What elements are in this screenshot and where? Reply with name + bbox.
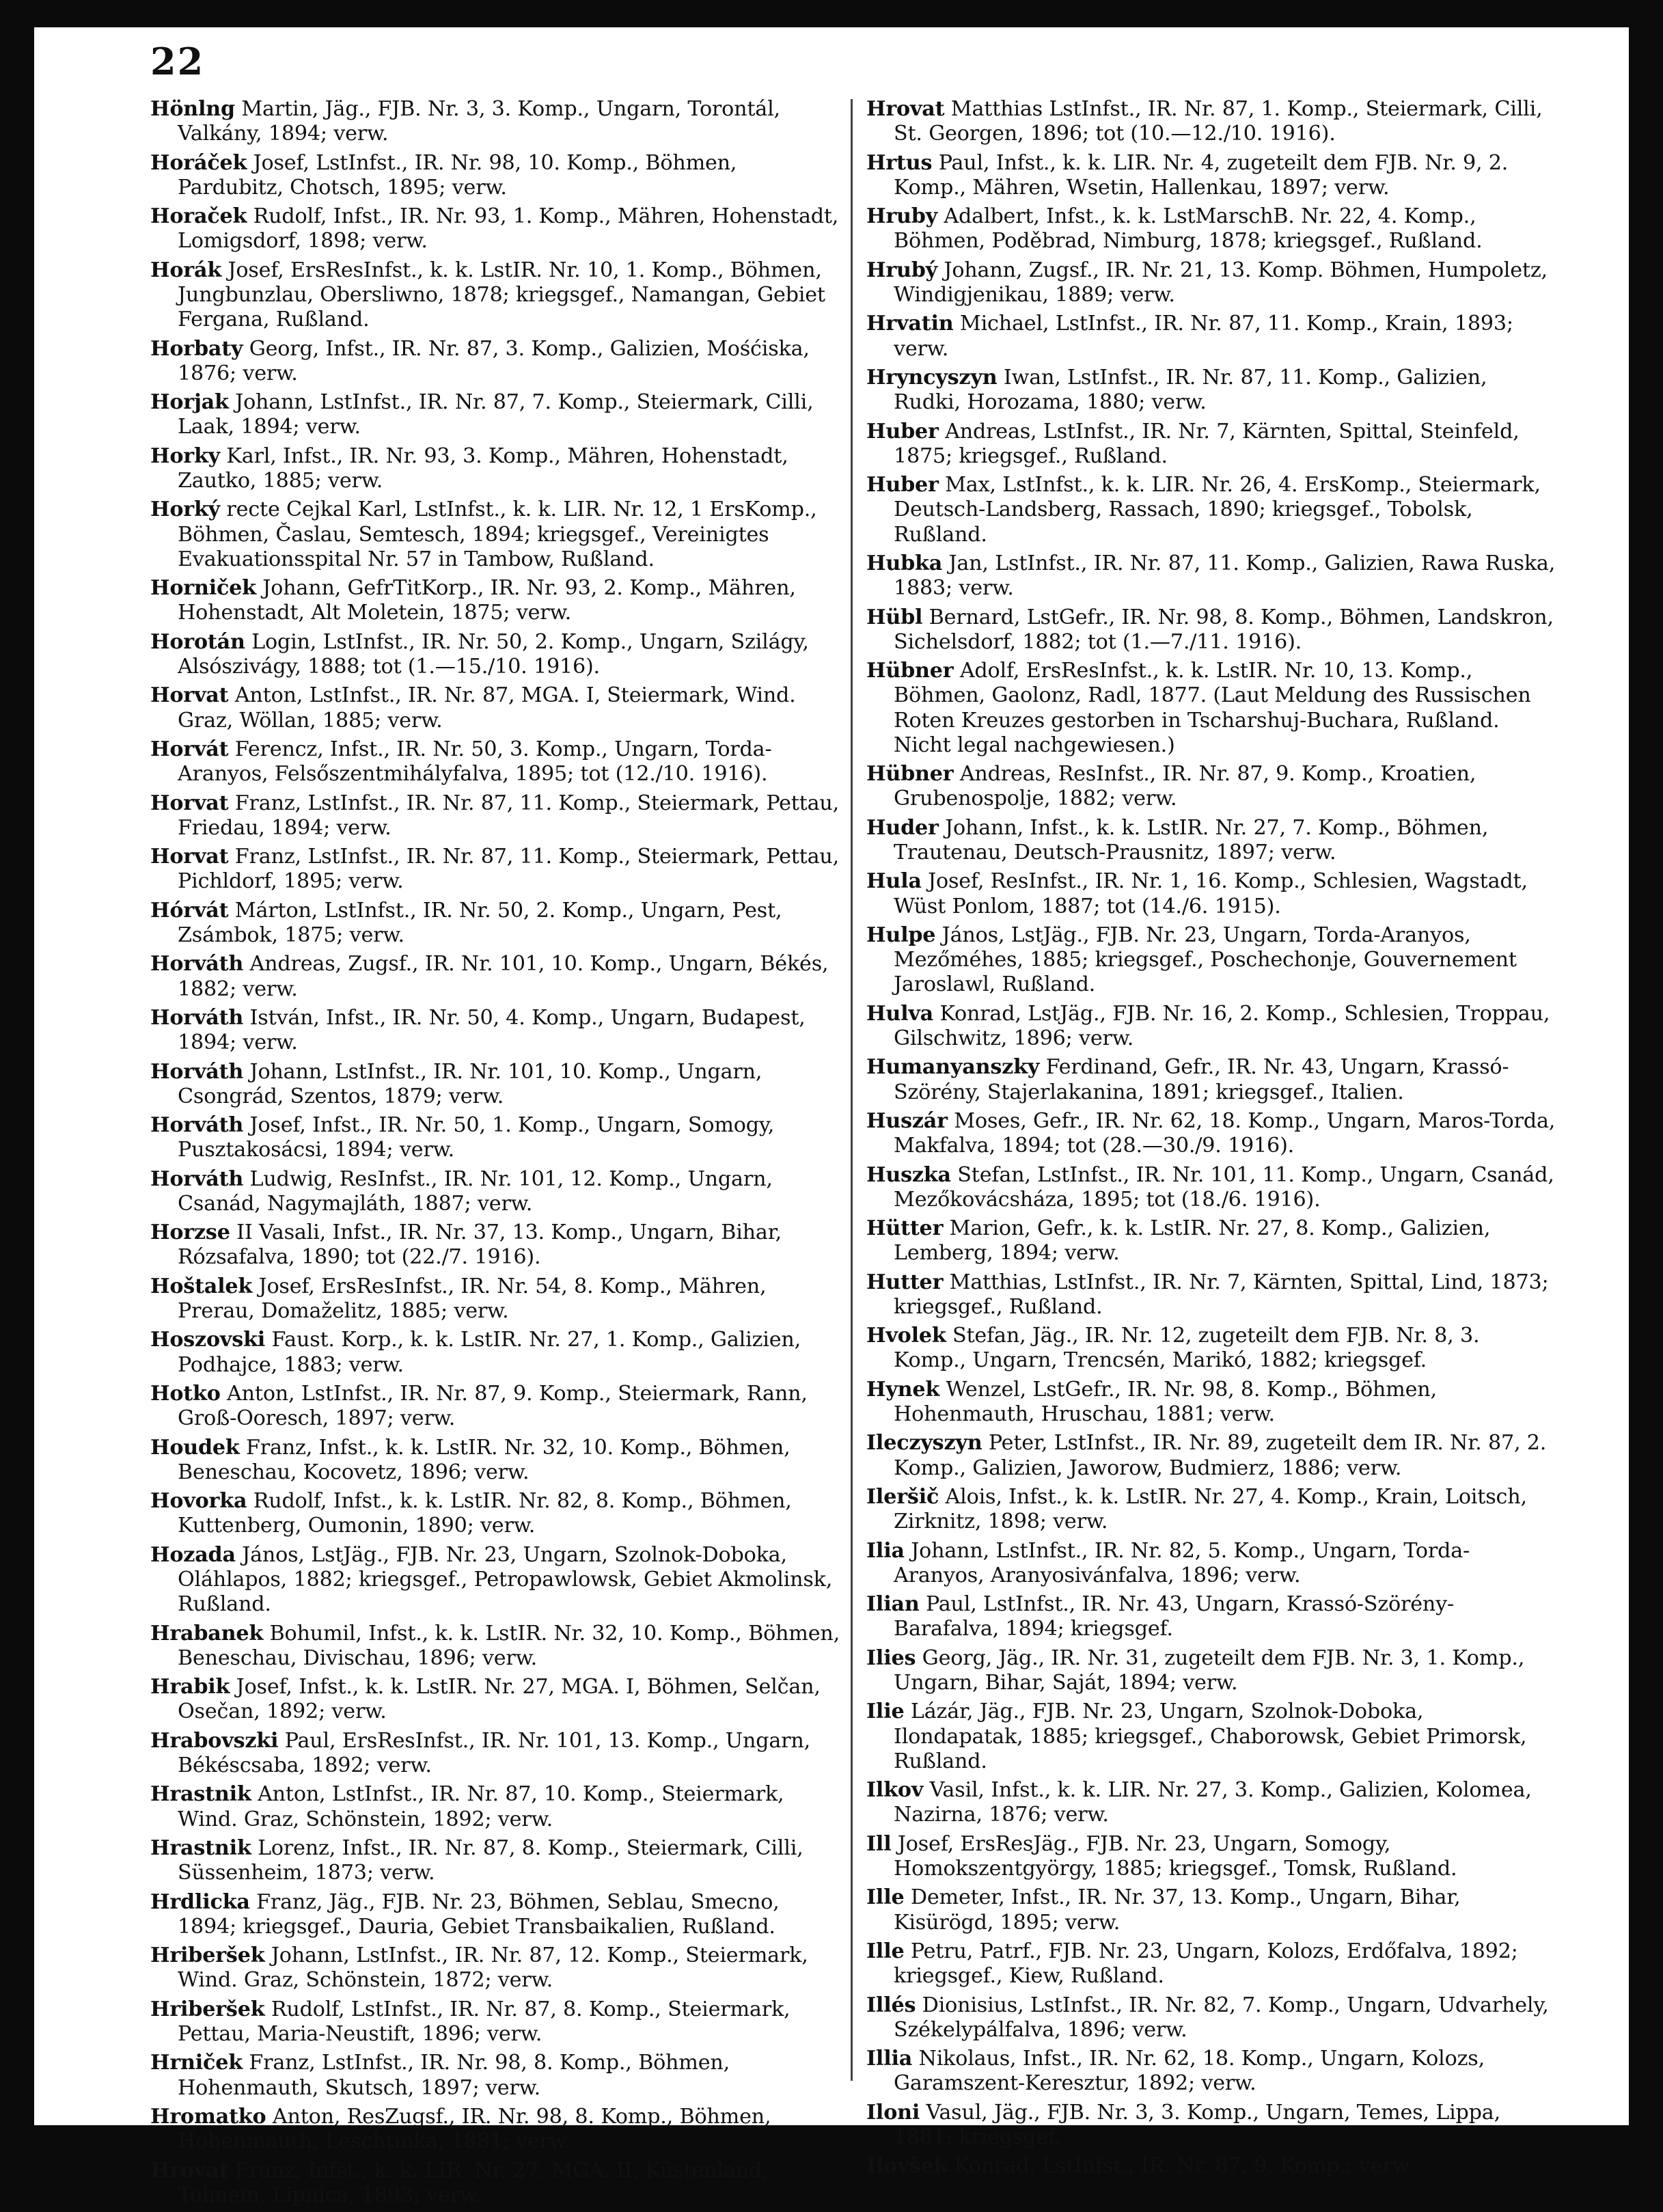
casualty-entry: [150, 1220, 840, 1270]
entry-surname: Hoštalek: [150, 1274, 253, 1298]
entry-surname: Hrdlicka: [150, 1889, 250, 1914]
entry-details: Adalbert, Infst., k. k. LstMarschB. Nr. 22, 4. Komp., Böhmen, Poděbrad, Nimburg, 1878; kriegsgef., Rußland.: [894, 204, 1483, 254]
casualty-entry: [866, 1431, 1556, 1480]
casualty-entry: [866, 1699, 1556, 1774]
entry-details: Petru, Patrf., FJB. Nr. 23, Ungarn, Kolozs, Erdőfalva, 1892; kriegsgef., Kiew, Rußland.: [894, 1939, 1518, 1989]
entry-details: János, LstJäg., FJB. Nr. 23, Ungarn, Szolnok-Doboka, Oláhlapos, 1882; kriegsgef., Petropawlowsk, Gebiet Akmolinsk, Rußland.: [178, 1542, 833, 1617]
entry-surname: Ilies: [866, 1646, 916, 1670]
entry-surname: Ileršič: [866, 1485, 939, 1510]
casualty-entry: [866, 1778, 1556, 1827]
entry-surname: Ilian: [866, 1592, 920, 1617]
casualty-entry: [866, 97, 1556, 146]
entry-surname: Horváth: [150, 1005, 244, 1030]
entry-details: Wenzel, LstGefr., IR. Nr. 98, 8. Komp., Böhmen, Hohenmauth, Hruschau, 1881; verw.: [894, 1377, 1437, 1427]
entry-details: Stefan, Jäg., IR. Nr. 12, zugeteilt dem FJB. Nr. 8, 3. Komp., Ungarn, Trencsén, Marikó, 1882; kriegsgef.: [894, 1324, 1480, 1373]
entry-surname: Hulpe: [866, 923, 936, 947]
casualty-entry: [866, 420, 1556, 469]
casualty-entry: [150, 2051, 840, 2100]
entry-surname: Hrniček: [150, 2051, 243, 2075]
entry-details: Franz, LstInfst., IR. Nr. 87, 11. Komp., Steiermark, Pettau, Pichldorf, 1895; verw.: [178, 845, 840, 894]
casualty-entry: [866, 816, 1556, 865]
entry-details: Franz, Infst., k. k. LstIR. Nr. 32, 10. Komp., Böhmen, Beneschau, Kocovetz, 1896; verw.: [178, 1435, 791, 1484]
entry-surname: Hórvát: [150, 898, 229, 923]
entry-surname: Ilkov: [866, 1778, 924, 1803]
entry-details: Konrad, LstInfst., IR. Nr. 87, 9. Komp.; verw.: [947, 2154, 1414, 2179]
casualty-entry: [866, 659, 1556, 758]
casualty-entry: [150, 1890, 840, 1939]
entry-details: recte Cejkal Karl, LstInfst., k. k. LIR. Nr. 12, 1 ErsKomp., Böhmen, Časlau, Semtesch, 1894; kriegsgef., Vereinigtes Evakuationsspital Nr. 57 in Tambow, Rußland.: [178, 497, 817, 571]
entry-details: Andreas, Zugsf., IR. Nr. 101, 10. Komp., Ungarn, Békés, 1882; verw.: [178, 952, 829, 1001]
entry-surname: Humanyanszky: [866, 1055, 1040, 1080]
entry-details: Marion, Gefr., k. k. LstIR. Nr. 27, 8. Komp., Galizien, Lemberg, 1894; verw.: [894, 1216, 1491, 1266]
entry-details: Rudolf, Infst., IR. Nr. 93, 1. Komp., Mähren, Hohenstadt, Lomigsdorf, 1898; verw.: [178, 204, 839, 254]
entry-details: Peter, LstInfst., IR. Nr. 89, zugeteilt dem IR. Nr. 87, 2. Komp., Galizien, Jaworow, Budmierz, 1886; verw.: [894, 1431, 1547, 1480]
entry-surname: Hutter: [866, 1270, 944, 1294]
entry-details: Paul, ErsResInfst., IR. Nr. 101, 13. Komp., Ungarn, Békéscsaba, 1892; verw.: [178, 1728, 811, 1778]
entry-surname: Huszka: [866, 1162, 951, 1187]
casualty-entry: [150, 1328, 840, 1377]
entry-details: Josef, ErsResInfst., IR. Nr. 54, 8. Komp., Mähren, Prerau, Domaželitz, 1885; verw.: [178, 1274, 767, 1324]
left-column: [150, 97, 840, 2212]
entry-surname: Horáček: [150, 150, 247, 175]
casualty-entry: [150, 1167, 840, 1216]
casualty-entry: [866, 366, 1556, 415]
casualty-entry: [866, 1592, 1556, 1641]
entry-details: Josef, Infst., IR. Nr. 50, 1. Komp., Ungarn, Somogy, Pusztakosácsi, 1894; verw.: [178, 1113, 775, 1162]
casualty-entry: [866, 762, 1556, 811]
casualty-entry: [150, 630, 840, 679]
entry-surname: Hübner: [866, 659, 954, 683]
entry-surname: Horjak: [150, 390, 229, 415]
entry-details: Josef, ResInfst., IR. Nr. 1, 16. Komp., Schlesien, Wagstadt, Wüst Ponlom, 1887; tot (14./6. 1915).: [894, 869, 1528, 918]
entry-details: Márton, LstInfst., IR. Nr. 50, 2. Komp., Ungarn, Pest, Zsámbok, 1875; verw.: [178, 898, 782, 947]
entry-details: Rudolf, Infst., k. k. LstIR. Nr. 82, 8. Komp., Böhmen, Kuttenberg, Oumonin, 1890; verw.: [178, 1489, 792, 1538]
casualty-entry: [150, 1675, 840, 1724]
entry-details: Georg, Infst., IR. Nr. 87, 3. Komp., Galizien, Mośćiska, 1876; verw.: [178, 336, 810, 385]
entry-details: Josef, ErsResInfst., k. k. LstIR. Nr. 10, 1. Komp., Böhmen, Jungbunzlau, Obersliwno, 1878; kriegsgef., Namangan, Gebiet Fergana, Rußland.: [178, 258, 825, 332]
casualty-entry: [150, 1436, 840, 1485]
entry-details: János, LstJäg., FJB. Nr. 23, Ungarn, Torda-Aranyos, Mezőméhes, 1885; kriegsgef., Poschechonje, Gouvernement Jaroslawl, Rußland.: [894, 923, 1517, 997]
entry-details: Josef, Infst., k. k. LstIR. Nr. 27, MGA. I, Böhmen, Selčan, Osečan, 1892; verw.: [178, 1675, 821, 1724]
entry-surname: Hulva: [866, 1001, 934, 1026]
casualty-entry: [866, 1163, 1556, 1212]
entry-surname: Ilie: [866, 1699, 905, 1724]
entry-surname: Horaček: [150, 204, 247, 229]
entry-surname: Horvat: [150, 791, 229, 815]
entry-details: Franz, LstInfst., IR. Nr. 87, 11. Komp., Steiermark, Pettau, Friedau, 1894; verw.: [178, 791, 840, 840]
entry-surname: Huder: [866, 815, 939, 840]
entry-details: Johann, LstInfst., IR. Nr. 87, 7. Komp., Steiermark, Cilli, Laak, 1894; verw.: [178, 390, 814, 439]
entry-details: Anton, LstInfst., IR. Nr. 87, 9. Komp., Steiermark, Rann, Groß-Ooresch, 1897; verw.: [178, 1382, 808, 1431]
entry-details: Johann, LstInfst., IR. Nr. 82, 5. Komp., Ungarn, Torda-Aranyos, Aranyosivánfalva, 1896; verw.: [894, 1538, 1470, 1587]
entry-surname: Horbaty: [150, 336, 243, 361]
casualty-entry: [866, 605, 1556, 655]
document-page: [34, 27, 1629, 2207]
entry-surname: Ille: [866, 1939, 905, 1964]
entry-details: Josef, LstInfst., IR. Nr. 98, 10. Komp., Böhmen, Pardubitz, Chotsch, 1895; verw.: [178, 150, 737, 200]
entry-surname: Hütter: [866, 1216, 944, 1241]
casualty-entry: [866, 1002, 1556, 1051]
entry-surname: Hrabanek: [150, 1621, 264, 1646]
entry-surname: Hübner: [866, 762, 954, 787]
casualty-entry: [866, 1109, 1556, 1158]
casualty-entry: [150, 1543, 840, 1617]
entry-details: Johann, LstInfst., IR. Nr. 101, 10. Komp., Ungarn, Csongrád, Szentos, 1879; verw.: [178, 1059, 762, 1108]
casualty-entry: [150, 1782, 840, 1831]
casualty-entry: [866, 923, 1556, 998]
entry-details: Dionisius, LstInfst., IR. Nr. 82, 7. Komp., Ungarn, Udvarhely, Székelypálfalva, 1896; verw.: [894, 1993, 1549, 2042]
casualty-entry: [866, 2154, 1556, 2179]
casualty-entry: [866, 1939, 1556, 1989]
casualty-entry: [866, 1324, 1556, 1373]
casualty-entry: [866, 551, 1556, 601]
entry-surname: Horvat: [150, 845, 229, 869]
casualty-entry: [150, 683, 840, 733]
entry-details: Franz, LstInfst., IR. Nr. 98, 8. Komp., Böhmen, Hohenmauth, Skutsch, 1897; verw.: [178, 2051, 730, 2100]
casualty-entry: [866, 312, 1556, 361]
casualty-entry: [866, 869, 1556, 918]
casualty-entry: [150, 97, 840, 146]
casualty-entry: [150, 390, 840, 439]
entry-details: Ferencz, Infst., IR. Nr. 50, 3. Komp., Ungarn, Torda-Aranyos, Felsőszentmihályfalva, 1895; tot (12./10. 1916).: [178, 737, 772, 787]
entry-surname: Horký: [150, 497, 221, 522]
casualty-entry: [150, 952, 840, 1001]
casualty-entry: [150, 258, 840, 333]
entry-surname: Huszár: [866, 1108, 948, 1133]
right-column: [866, 97, 1556, 2183]
casualty-entry: [866, 151, 1556, 200]
casualty-entry: [150, 791, 840, 841]
entry-surname: Hoszovski: [150, 1328, 266, 1352]
casualty-entry: [150, 1006, 840, 1055]
entry-details: Paul, Infst., k. k. LIR. Nr. 4, zugeteilt dem FJB. Nr. 9, 2. Komp., Mähren, Wsetin, Hallenkau, 1897; verw.: [894, 150, 1509, 200]
casualty-entry: [866, 1832, 1556, 1881]
entry-surname: Hrvatin: [866, 312, 954, 336]
casualty-entry: [866, 2047, 1556, 2096]
entry-surname: Hrastnik: [150, 1836, 251, 1861]
page-number: 22: [150, 40, 205, 83]
entry-surname: Hubka: [866, 551, 943, 575]
entry-details: Michael, LstInfst., IR. Nr. 87, 11. Komp., Krain, 1893; verw.: [894, 312, 1513, 361]
entry-details: Iwan, LstInfst., IR. Nr. 87, 11. Komp., Galizien, Rudki, Horozama, 1880; verw.: [894, 365, 1487, 415]
casualty-entry: [866, 1993, 1556, 2043]
entry-surname: Houdek: [150, 1435, 240, 1460]
column-divider: [851, 99, 853, 2081]
entry-surname: Horniček: [150, 576, 256, 601]
entry-details: Johann, Infst., k. k. LstIR. Nr. 27, 7. Komp., Böhmen, Trautenau, Deutsch-Prausnitz, 1897; verw.: [894, 815, 1489, 864]
casualty-entry: [866, 1055, 1556, 1104]
entry-details: Konrad, LstJäg., FJB. Nr. 16, 2. Komp., Schlesien, Troppau, Gilschwitz, 1896; verw.: [894, 1001, 1550, 1050]
entry-details: Vasul, Jäg., FJB. Nr. 3, 3. Komp., Ungarn, Temes, Lippa, 1881; kriegsgef.: [894, 2100, 1500, 2149]
casualty-entry: [866, 1646, 1556, 1695]
entry-details: Demeter, Infst., IR. Nr. 37, 13. Komp., Ungarn, Bihar, Kisürögd, 1895; verw.: [894, 1885, 1461, 1935]
entry-details: Franz, Infst., k. k. LIR. Nr. 27, MGA. II, Küstenland, Tolmein, Lipnica, 1893; verw.: [178, 2158, 769, 2207]
casualty-entry: [150, 1382, 840, 1431]
casualty-entry: [150, 2105, 840, 2154]
entry-surname: Iloni: [866, 2100, 920, 2125]
entry-details: Ferdinand, Gefr., IR. Nr. 43, Ungarn, Krassó-Szörény, Stajerlakanina, 1891; kriegsgef., Italien.: [894, 1055, 1509, 1104]
entry-surname: Horváth: [150, 1166, 244, 1191]
casualty-entry: [150, 1836, 840, 1885]
casualty-entry: [150, 1943, 840, 1993]
entry-details: Bernard, LstGefr., IR. Nr. 98, 8. Komp., Böhmen, Landskron, Sichelsdorf, 1882; tot (1.—7./11. 1916).: [894, 605, 1554, 654]
entry-details: Matthias LstInfst., IR. Nr. 87, 1. Komp., Steiermark, Cilli, St. Georgen, 1896; tot (10.—12./10. 1916).: [894, 97, 1543, 146]
entry-surname: Hübl: [866, 605, 923, 629]
casualty-entry: [866, 1216, 1556, 1266]
entry-surname: Horváth: [150, 1113, 244, 1138]
casualty-entry: [150, 737, 840, 787]
casualty-entry: [150, 576, 840, 625]
entry-surname: Horák: [150, 258, 222, 282]
casualty-entry: [150, 1274, 840, 1324]
casualty-entry: [866, 473, 1556, 547]
entry-surname: Hotko: [150, 1382, 221, 1406]
entry-surname: Hrovat: [150, 2158, 229, 2183]
entry-details: Georg, Jäg., IR. Nr. 31, zugeteilt dem FJB. Nr. 3, 1. Komp., Ungarn, Bihar, Saját, 1894; verw.: [894, 1646, 1525, 1695]
entry-surname: Hrastnik: [150, 1782, 251, 1807]
entry-details: Bohumil, Infst., k. k. LstIR. Nr. 32, 10. Komp., Böhmen, Beneschau, Divischau, 1896; verw.: [178, 1621, 840, 1670]
entry-surname: Ilia: [866, 1538, 905, 1563]
casualty-entry: [150, 204, 840, 254]
entry-details: Jan, LstInfst., IR. Nr. 87, 11. Komp., Galizien, Rawa Ruska, 1883; verw.: [894, 551, 1556, 601]
entry-details: Faust. Korp., k. k. LstIR. Nr. 27, 1. Komp., Galizien, Podhajce, 1883; verw.: [178, 1328, 801, 1377]
casualty-entry: [150, 1997, 840, 2047]
entry-details: Adolf, ErsResInfst., k. k. LstIR. Nr. 10, 13. Komp., Böhmen, Gaolonz, Radl, 1877. (Laut Meldung des Russischen Roten Kreuzes gestorben in Tscharshuj-Buchara, Rußland. Nicht legal nachgewiesen.): [894, 659, 1531, 757]
casualty-entry: [150, 899, 840, 948]
entry-surname: Horváth: [150, 1059, 244, 1084]
entry-details: Rudolf, LstInfst., IR. Nr. 87, 8. Komp., Steiermark, Pettau, Maria-Neustift, 1896; verw.: [178, 1997, 791, 2046]
entry-surname: Hryncyszyn: [866, 365, 998, 390]
entry-surname: Horky: [150, 443, 221, 468]
entry-surname: Hromatko: [150, 2104, 266, 2129]
entry-details: Martin, Jäg., FJB. Nr. 3, 3. Komp., Ungarn, Torontál, Valkány, 1894; verw.: [178, 97, 780, 146]
entry-details: II Vasali, Infst., IR. Nr. 37, 13. Komp., Ungarn, Bihar, Rózsafalva, 1890; tot (22./7. 1916).: [178, 1220, 782, 1270]
casualty-entry: [866, 1539, 1556, 1588]
entry-surname: Hriberšek: [150, 1997, 265, 2021]
entry-surname: Horvát: [150, 737, 229, 761]
entry-details: Anton, LstInfst., IR. Nr. 87, MGA. I, Steiermark, Wind. Graz, Wöllan, 1885; verw.: [178, 683, 796, 733]
casualty-entry: [866, 204, 1556, 254]
entry-surname: Horzse: [150, 1220, 230, 1245]
entry-surname: Hula: [866, 869, 922, 894]
entry-details: Johann, LstInfst., IR. Nr. 87, 12. Komp., Steiermark, Wind. Graz, Schönstein, 1872; verw.: [178, 1943, 808, 1993]
entry-surname: Hrovat: [866, 97, 945, 121]
entry-surname: Ilovšek: [866, 2154, 948, 2179]
entry-surname: Horotán: [150, 629, 245, 654]
entry-surname: Horváth: [150, 952, 244, 977]
entry-surname: Horvat: [150, 683, 229, 708]
casualty-entry: [150, 337, 840, 386]
entry-details: Johann, Zugsf., IR. Nr. 21, 13. Komp. Böhmen, Humpoletz, Windigjenikau, 1889; verw.: [894, 258, 1548, 307]
entry-details: Andreas, LstInfst., IR. Nr. 7, Kärnten, Spittal, Steinfeld, 1875; kriegsgef., Rußland.: [894, 419, 1520, 468]
entry-details: Johann, GefrTitKorp., IR. Nr. 93, 2. Komp., Mähren, Hohenstadt, Alt Moletein, 1875; verw.: [178, 576, 796, 625]
entry-details: Alois, Infst., k. k. LstIR. Nr. 27, 4. Komp., Krain, Loitsch, Zirknitz, 1898; verw.: [894, 1485, 1527, 1534]
entry-details: Moses, Gefr., IR. Nr. 62, 18. Komp., Ungarn, Maros-Torda, Makfalva, 1894; tot (28.—30./9. 1916).: [894, 1108, 1556, 1158]
entry-details: Nikolaus, Infst., IR. Nr. 62, 18. Komp., Ungarn, Kolozs, Garamszent-Keresztur, 1892; verw.: [894, 2047, 1485, 2096]
casualty-entry: [150, 1060, 840, 1109]
entry-surname: Hruby: [866, 204, 938, 229]
entry-surname: Hvolek: [866, 1324, 946, 1348]
casualty-entry: [150, 2159, 840, 2208]
entry-surname: Hrabovszki: [150, 1728, 279, 1753]
casualty-entry: [866, 1378, 1556, 1427]
entry-surname: Illia: [866, 2047, 913, 2071]
casualty-entry: [150, 1729, 840, 1778]
entry-surname: Hynek: [866, 1377, 940, 1402]
entry-surname: Ill: [866, 1831, 892, 1856]
entry-surname: Hrabik: [150, 1675, 230, 1699]
entry-surname: Huber: [866, 419, 939, 443]
casualty-entry: [150, 1489, 840, 1538]
entry-details: Lorenz, Infst., IR. Nr. 87, 8. Komp., Steiermark, Cilli, Süssenheim, 1873; verw.: [178, 1836, 803, 1885]
entry-surname: Hozada: [150, 1542, 236, 1567]
entry-details: Stefan, LstInfst., IR. Nr. 101, 11. Komp., Ungarn, Csanád, Mezőkovácsháza, 1895; tot (18./6. 1916).: [894, 1162, 1554, 1212]
entry-surname: Illés: [866, 1993, 916, 2017]
casualty-entry: [150, 845, 840, 894]
casualty-entry: [866, 2101, 1556, 2150]
entry-surname: Huber: [866, 473, 939, 497]
casualty-entry: [866, 1485, 1556, 1534]
entry-details: Matthias, LstInfst., IR. Nr. 7, Kärnten, Spittal, Lind, 1873; kriegsgef., Rußland.: [894, 1270, 1549, 1319]
entry-details: Ludwig, ResInfst., IR. Nr. 101, 12. Komp., Ungarn, Csanád, Nagymajláth, 1887; verw.: [178, 1166, 773, 1216]
entry-surname: Hovorka: [150, 1489, 247, 1514]
entry-surname: Ille: [866, 1885, 905, 1910]
entry-details: Max, LstInfst., k. k. LIR. Nr. 26, 4. ErsKomp., Steiermark, Deutsch-Landsberg, Rassach, 1890; kriegsgef., Tobolsk, Rußland.: [894, 473, 1541, 547]
casualty-entry: [150, 497, 840, 572]
casualty-entry: [150, 1622, 840, 1671]
entry-details: Karl, Infst., IR. Nr. 93, 3. Komp., Mähren, Hohenstadt, Zautko, 1885; verw.: [178, 443, 788, 493]
entry-details: Vasil, Infst., k. k. LIR. Nr. 27, 3. Komp., Galizien, Kolomea, Nazirna, 1876; verw.: [894, 1778, 1532, 1827]
casualty-entry: [866, 1270, 1556, 1320]
casualty-entry: [866, 1885, 1556, 1935]
entry-surname: Hönlng: [150, 97, 235, 121]
entry-details: Lázár, Jäg., FJB. Nr. 23, Ungarn, Szolnok-Doboka, Ilondapatak, 1885; kriegsgef., Chaborowsk, Gebiet Primorsk, Rußland.: [894, 1699, 1527, 1773]
entry-details: Franz, Jäg., FJB. Nr. 23, Böhmen, Seblau, Smecno, 1894; kriegsgef., Dauria, Gebiet Transbaikalien, Rußland.: [178, 1889, 780, 1939]
entry-details: Anton, ResZugsf., IR. Nr. 98, 8. Komp., Böhmen, Hohenmauth, Leschtinka, 1881; verw.: [178, 2104, 771, 2154]
entry-surname: Hrubý: [866, 258, 938, 282]
casualty-entry: [150, 444, 840, 493]
entry-surname: Ileczyszyn: [866, 1431, 982, 1456]
casualty-entry: [866, 258, 1556, 308]
entry-surname: Hriberšek: [150, 1943, 265, 1968]
entry-details: Login, LstInfst., IR. Nr. 50, 2. Komp., Ungarn, Szilágy, Alsószivágy, 1888; tot (1.—15./10. 1916).: [178, 629, 809, 679]
entry-details: István, Infst., IR. Nr. 50, 4. Komp., Ungarn, Budapest, 1894; verw.: [178, 1005, 806, 1055]
entry-surname: Hrtus: [866, 150, 933, 175]
casualty-entry: [150, 151, 840, 200]
entry-details: Paul, LstInfst., IR. Nr. 43, Ungarn, Krassó-Szörény-Barafalva, 1894; kriegsgef.: [894, 1592, 1454, 1641]
entry-details: Josef, ErsResJäg., FJB. Nr. 23, Ungarn, Somogy, Homokszentgyörgy, 1885; kriegsgef., Tomsk, Rußland.: [891, 1831, 1457, 1881]
entry-details: Anton, LstInfst., IR. Nr. 87, 10. Komp., Steiermark, Wind. Graz, Schönstein, 1892; verw.: [178, 1782, 784, 1831]
entry-details: Andreas, ResInfst., IR. Nr. 87, 9. Komp., Kroatien, Grubenospolje, 1882; verw.: [894, 762, 1476, 811]
casualty-entry: [150, 1113, 840, 1162]
